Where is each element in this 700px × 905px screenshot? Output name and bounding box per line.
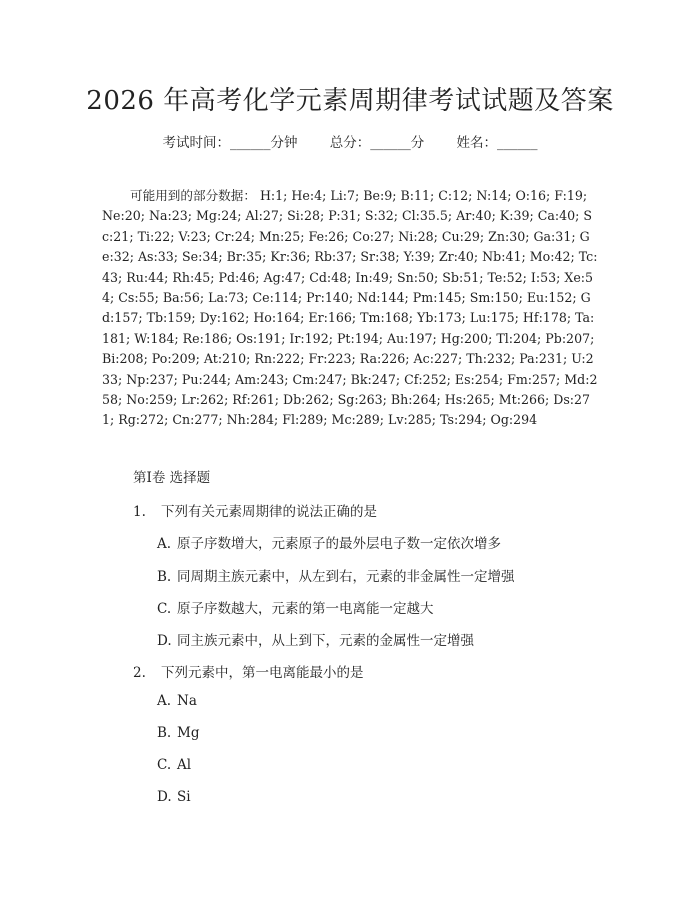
option-text: Si — [177, 789, 191, 805]
option-1d — [157, 629, 474, 649]
option-letter: B. — [157, 569, 172, 585]
section-heading: 第Ⅰ卷 选择题 — [133, 470, 211, 486]
question-1 — [133, 500, 377, 520]
question-number: 2. — [133, 665, 146, 681]
option-text: Mg — [177, 725, 200, 741]
option-letter: D. — [157, 633, 172, 649]
option-1b — [157, 565, 515, 585]
exam-info — [0, 131, 700, 151]
option-text: Na — [177, 693, 197, 709]
option-text: 同主族元素中，从上到下，元素的金属性一定增强 — [177, 633, 474, 649]
atomic-mass-data — [102, 186, 600, 431]
option-text: 原子序数越大，元素的第一电离能一定越大 — [177, 601, 434, 617]
option-letter: A. — [157, 693, 172, 709]
page-title: 2026 年高考化学元素周期律考试试题及答案 — [86, 86, 614, 116]
total-score-field: 总分：______分 — [329, 135, 425, 151]
option-letter: C. — [157, 757, 172, 773]
atomic-mass-text: 可能用到的部分数据： H:1; He:4; Li:7; Be:9; B:11; C:12; N:14; O:16; F:19; Ne:20; Na:23; Mg:24; Al:27; Si:28; P:31; S:32; Cl:35.5; Ar:40; K:39; Ca:40; Sc:21; Ti:22; V:23; Cr:24; Mn:25; Fe:26; Co:27; Ni:28; Cu:29; Zn:30; Ga:31; Ge:32; As:33; Se:34; Br:35; Kr:36; Rb:37; Sr:38; Y:39; Zr:40; Nb:41; Mo:42; Tc:43; Ru:44; Rh:45; Pd:46; Ag:47; Cd:48; In:49; Sn:50; Sb:51; Te:52; I:53; Xe:54; Cs:55; Ba:56; La:73; Ce:114; Pr:140; Nd:144; Pm:145; Sm:150; Eu:152; Gd:157; Tb:159; Dy:162; Ho:164; Er:166; Tm:168; Yb:173; Lu:175; Hf:178; Ta:181; W:184; Re:186; Os:191; Ir:192; Pt:194; Au:197; Hg:200; Tl:204; Pb:207; Bi:208; Po:209; At:210; Rn:222; Fr:223; Ra:226; Ac:227; Th:232; Pa:231; U:233; Np:237; Pu:244; Am:243; Cm:247; Bk:247; Cf:252; Es:254; Fm:257; Md:258; No:259; Lr:262; Rf:261; Db:262; Sg:263; Bh:264; Hs:265; Mt:266; Ds:271; Rg:272; Cn:277; Nh:284; Fl:289; Mc:289; Lv:285; Ts:294; Og:294 — [102, 188, 598, 428]
question-text: 下列有关元素周期律的说法正确的是 — [161, 504, 377, 520]
option-2a — [157, 693, 197, 709]
question-number: 1. — [133, 504, 146, 520]
option-2b — [157, 725, 199, 741]
question-text: 下列元素中，第一电离能最小的是 — [161, 665, 364, 681]
option-letter: A. — [157, 536, 172, 552]
option-2c — [157, 757, 191, 773]
option-letter: C. — [157, 601, 172, 617]
option-2d — [157, 789, 191, 805]
option-letter: D. — [157, 789, 172, 805]
exam-time-field: 考试时间：______分钟 — [162, 135, 298, 151]
option-1a — [157, 532, 501, 552]
question-2 — [133, 661, 364, 681]
option-1c — [157, 597, 434, 617]
option-text: Al — [177, 757, 192, 773]
option-text: 同周期主族元素中，从左到右，元素的非金属性一定增强 — [177, 569, 515, 585]
option-letter: B. — [157, 725, 172, 741]
student-name-field: 姓名：______ — [456, 135, 538, 151]
option-text: 原子序数增大，元素原子的最外层电子数一定依次增多 — [177, 536, 501, 552]
